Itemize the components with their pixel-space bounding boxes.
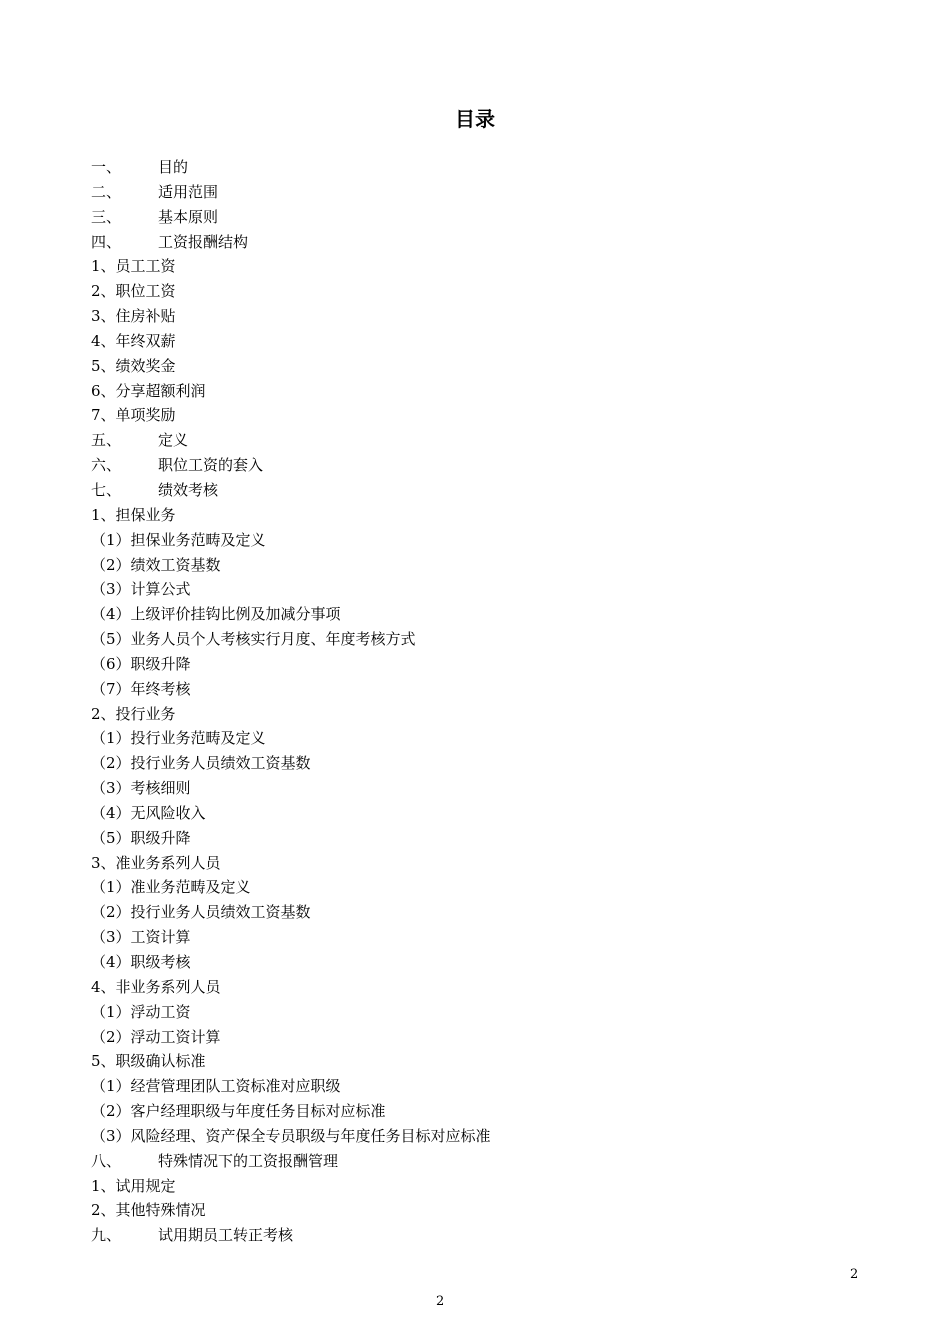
toc-entry-number: 2、: [91, 1201, 116, 1220]
toc-entry-number: 二、: [91, 182, 122, 201]
toc-entry-text: 无风险收入: [130, 803, 206, 822]
toc-entry-text: 投行业务范畴及定义: [130, 729, 266, 748]
toc-entry-number: （1）: [91, 878, 131, 897]
toc-entry-number: （2）: [91, 555, 131, 574]
toc-entry: [91, 875, 871, 900]
toc-entry: [91, 254, 871, 279]
toc-entry-number: （4）: [91, 605, 131, 624]
toc-entry: [91, 428, 871, 453]
toc-entry: [91, 851, 871, 876]
toc-entry-text: 担保业务: [115, 505, 176, 524]
toc-entry-text: 绩效奖金: [115, 356, 176, 375]
toc-entry: [91, 751, 871, 776]
toc-entry-number: （6）: [91, 654, 131, 673]
toc-entry: [91, 1025, 871, 1050]
toc-entry-text: 其他特殊情况: [115, 1201, 206, 1220]
toc-entry-number: （1）: [91, 1077, 131, 1096]
toc-entry: [91, 950, 871, 975]
toc-entry-text: 非业务系列人员: [115, 977, 221, 996]
toc-entry-number: 六、: [91, 456, 122, 475]
toc-entry-number: （4）: [91, 803, 131, 822]
toc-entry: [91, 230, 871, 255]
toc-entry-text: 职级升降: [130, 654, 191, 673]
toc-entry: [91, 180, 871, 205]
toc-entry: [91, 1198, 871, 1223]
toc-entry-text: 职级考核: [130, 953, 191, 971]
toc-entry-number: （2）: [91, 1027, 131, 1046]
toc-entry: [91, 503, 871, 528]
toc-entry-text: 住房补贴: [115, 307, 176, 326]
toc-entry-number: 一、: [91, 158, 122, 176]
toc-entry: [91, 279, 871, 304]
toc-entry: [91, 403, 871, 428]
toc-entry: [91, 826, 871, 851]
toc-entry: [91, 1049, 871, 1074]
toc-entry-number: （3）: [91, 580, 131, 599]
toc-entry: [91, 528, 871, 553]
toc-entry-number: 1、: [91, 1176, 116, 1195]
toc-entry-text: 职级升降: [130, 828, 191, 847]
toc-entry-text: 职级确认标准: [115, 1052, 206, 1071]
toc-entry-text: 客户经理职级与年度任务目标对应标准: [130, 1102, 386, 1121]
toc-entry: [91, 627, 871, 652]
toc-entry-number: （1）: [91, 729, 131, 748]
toc-entry: [91, 726, 871, 751]
toc-entry-text: 经营管理团队工资标准对应职级: [130, 1077, 341, 1096]
toc-entry: [91, 975, 871, 1000]
toc-entry-number: （7）: [91, 679, 131, 698]
toc-entry: [91, 453, 871, 478]
toc-entry-number: （1）: [91, 530, 131, 549]
toc-entry-text: 投行业务: [115, 704, 176, 723]
toc-entry: [91, 900, 871, 925]
toc-entry-number: 7、: [91, 406, 116, 425]
toc-entry: [91, 776, 871, 801]
toc-entry-number: 3、: [91, 307, 116, 326]
toc-entry: [91, 354, 871, 379]
toc-entry: [91, 1174, 871, 1199]
toc-entry-text: 年终考核: [130, 679, 191, 698]
toc-entry-number: 五、: [91, 431, 122, 450]
toc-entry: [91, 1000, 871, 1025]
toc-entry: [91, 652, 871, 677]
toc-entry-number: 七、: [91, 480, 122, 499]
toc-entry-number: （5）: [91, 630, 131, 649]
toc-entry-text: 员工工资: [115, 257, 176, 276]
toc-entry-text: 风险经理、资产保全专员职级与年度任务目标对应标准: [130, 1126, 491, 1145]
toc-entry-text: 考核细则: [130, 779, 191, 798]
toc-entry: [91, 478, 871, 503]
toc-entry-number: 2、: [91, 282, 116, 301]
toc-entry-text: 浮动工资: [130, 1002, 191, 1021]
toc-entry-number: 3、: [91, 853, 116, 872]
toc-entry-text: 绩效工资基数: [130, 555, 221, 574]
toc-entry: [91, 304, 871, 329]
toc-entry-number: （2）: [91, 754, 131, 773]
toc-entry-text: 投行业务人员绩效工资基数: [130, 903, 311, 922]
toc-entry-number: 1、: [91, 257, 116, 276]
table-of-contents: [91, 155, 871, 1248]
toc-entry: [91, 577, 871, 602]
toc-entry-text: 基本原则: [158, 207, 219, 226]
toc-entry-number: 四、: [91, 232, 122, 251]
toc-entry-text: 浮动工资计算: [130, 1027, 221, 1046]
toc-entry-text: 准业务系列人员: [115, 853, 221, 872]
toc-entry-number: 6、: [91, 381, 116, 400]
toc-entry: [91, 702, 871, 727]
toc-entry: [91, 1074, 871, 1099]
toc-entry-text: 准业务范畴及定义: [130, 878, 251, 897]
toc-entry-text: 年终双薪: [115, 331, 176, 350]
toc-entry: [91, 602, 871, 627]
toc-entry-text: 特殊情况下的工资报酬管理: [158, 1151, 339, 1170]
toc-entry-text: 单项奖励: [115, 406, 176, 425]
toc-entry: [91, 1149, 871, 1174]
toc-entry-number: （5）: [91, 828, 131, 847]
page-title: 目录: [455, 107, 495, 132]
toc-entry: [91, 801, 871, 826]
toc-entry-number: 5、: [91, 1052, 116, 1071]
toc-entry-text: 职位工资: [115, 282, 176, 301]
toc-entry-number: 九、: [91, 1226, 122, 1245]
toc-entry-text: 试用规定: [115, 1176, 176, 1195]
page-number-footer: 2: [436, 1294, 445, 1309]
toc-entry-text: 上级评价挂钩比例及加减分事项: [130, 605, 341, 624]
toc-entry-number: （1）: [91, 1002, 131, 1021]
toc-entry: [91, 925, 871, 950]
toc-entry-number: 八、: [91, 1151, 122, 1170]
toc-entry: [91, 553, 871, 578]
toc-entry-text: 工资报酬结构: [158, 232, 249, 251]
toc-entry-text: 目的: [158, 158, 189, 176]
toc-entry-number: （3）: [91, 928, 131, 947]
toc-entry-number: 三、: [91, 207, 122, 226]
toc-entry-text: 担保业务范畴及定义: [130, 530, 266, 549]
toc-entry: [91, 1099, 871, 1124]
toc-entry: [91, 205, 871, 230]
toc-entry: [91, 155, 871, 180]
toc-entry-text: 计算公式: [130, 580, 191, 599]
toc-entry: [91, 329, 871, 354]
toc-entry: [91, 1223, 871, 1248]
toc-entry-number: 2、: [91, 704, 116, 723]
toc-entry-text: 分享超额利润: [115, 381, 206, 400]
toc-entry-number: 4、: [91, 977, 116, 996]
toc-entry-text: 绩效考核: [158, 480, 219, 499]
toc-entry: [91, 1124, 871, 1149]
toc-entry-number: （4）: [91, 953, 131, 971]
toc-entry-number: （3）: [91, 779, 131, 798]
toc-entry-number: （3）: [91, 1126, 131, 1145]
toc-entry-text: 业务人员个人考核实行月度、年度考核方式: [130, 630, 416, 649]
toc-entry-number: （2）: [91, 1102, 131, 1121]
toc-entry: [91, 677, 871, 702]
toc-entry-text: 工资计算: [130, 928, 191, 947]
toc-entry-text: 定义: [158, 431, 189, 450]
toc-entry-text: 投行业务人员绩效工资基数: [130, 754, 311, 773]
toc-entry-number: （2）: [91, 903, 131, 922]
toc-entry-text: 职位工资的套入: [158, 456, 264, 475]
toc-entry-text: 试用期员工转正考核: [158, 1226, 294, 1245]
page-number-header: 2: [850, 1267, 859, 1282]
toc-entry-number: 5、: [91, 356, 116, 375]
toc-entry-number: 4、: [91, 331, 116, 350]
toc-entry-text: 适用范围: [158, 182, 219, 201]
toc-entry-number: 1、: [91, 505, 116, 524]
toc-entry: [91, 379, 871, 404]
